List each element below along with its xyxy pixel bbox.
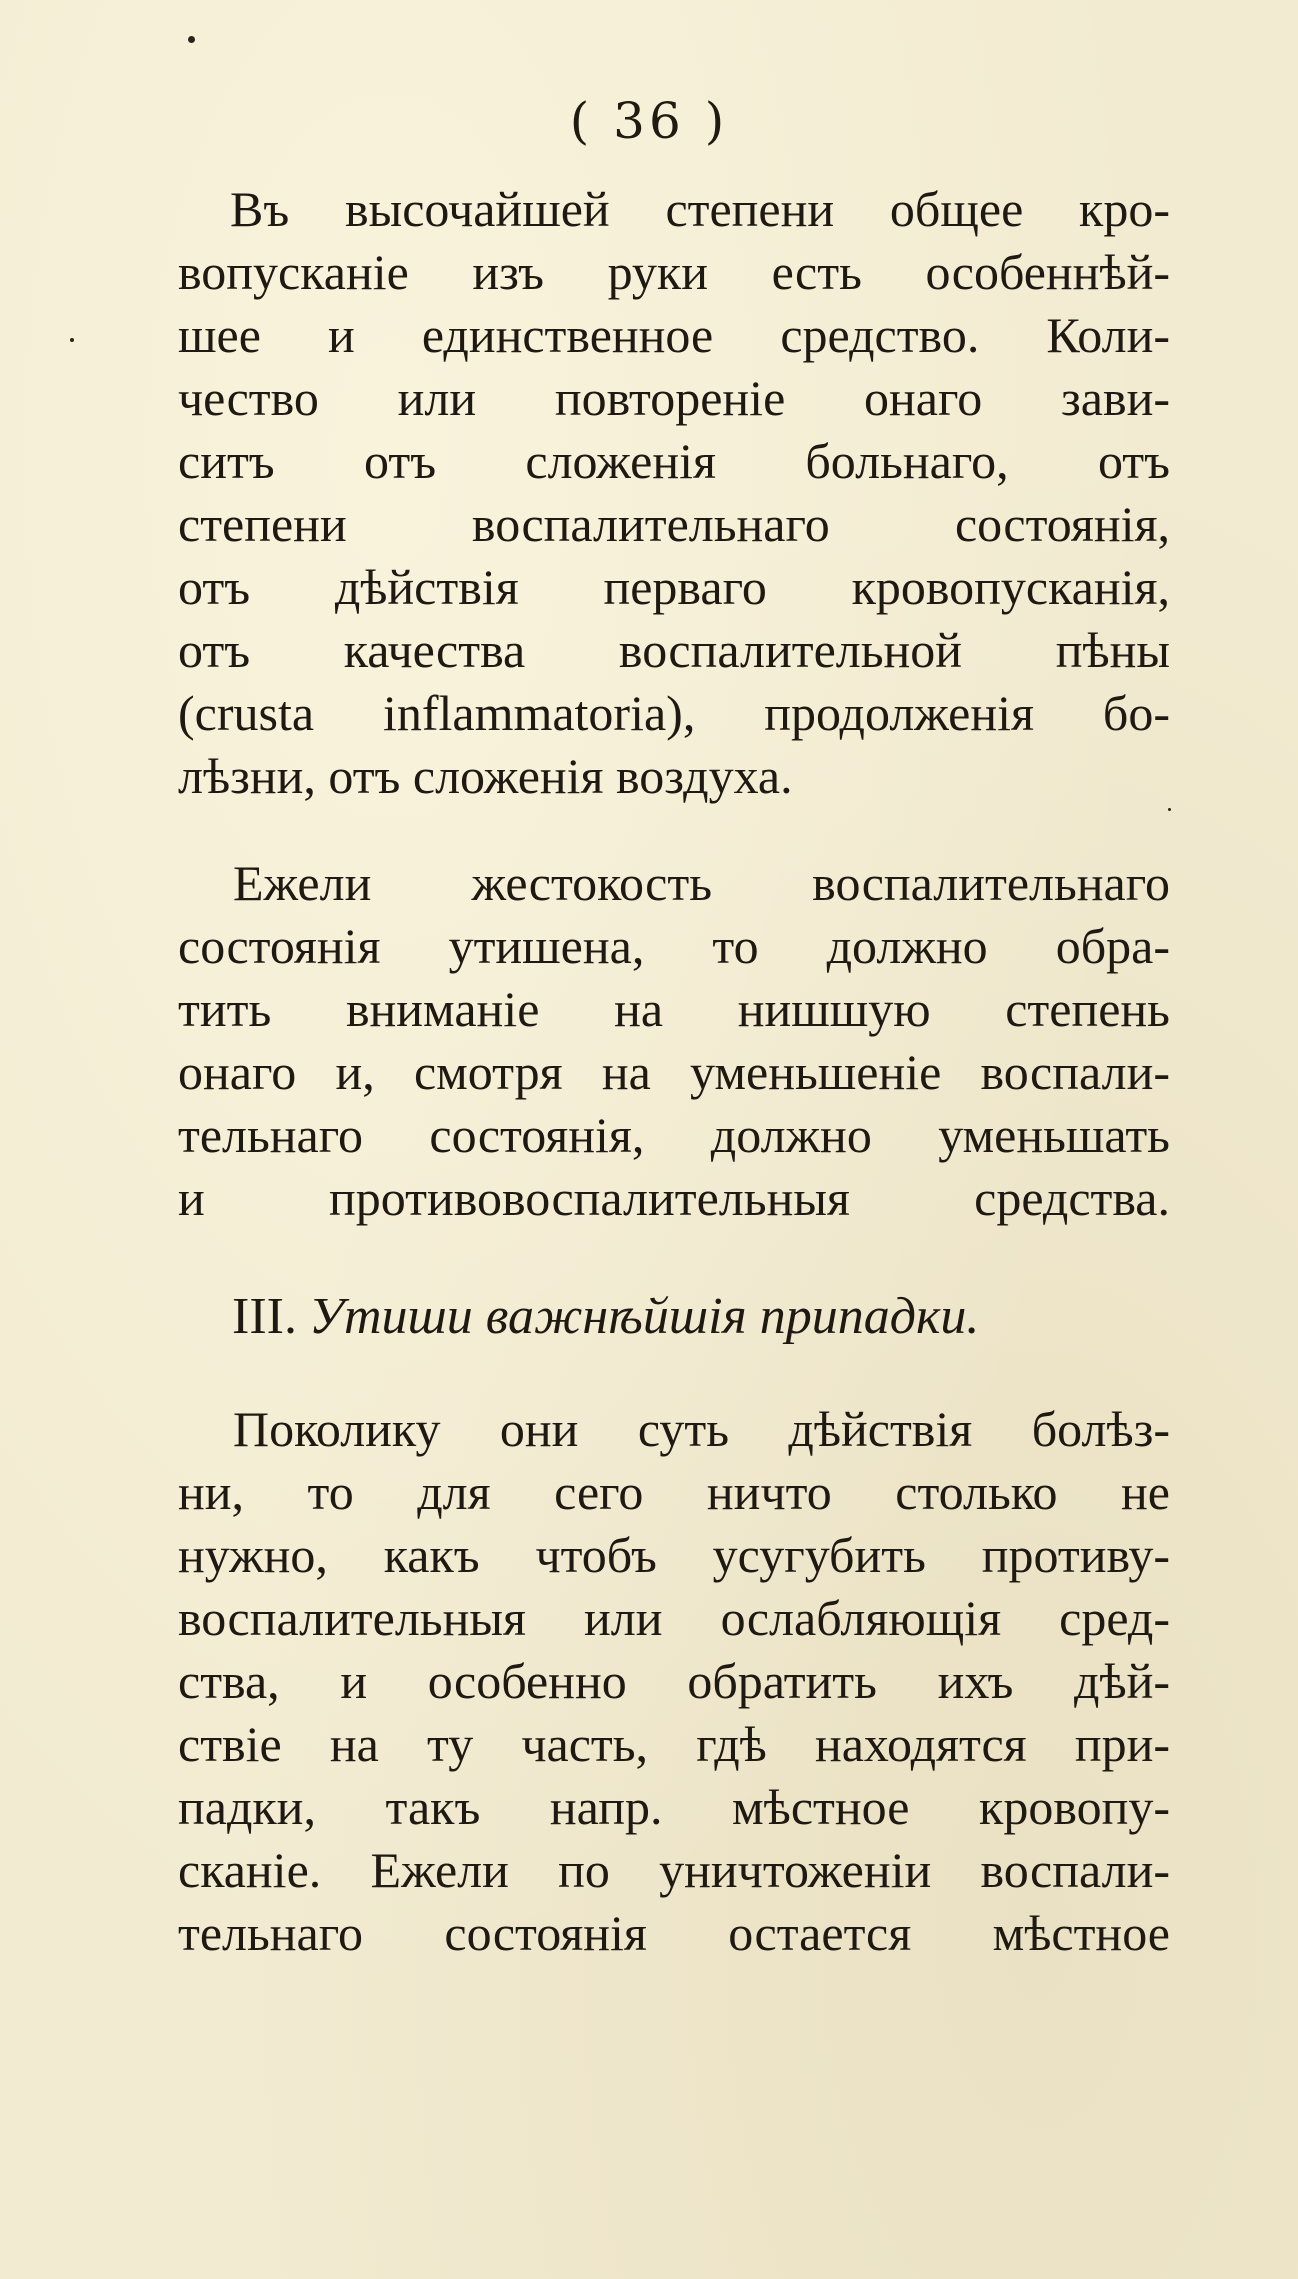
text-line: Ежели жестокость воспалительнаго	[233, 855, 1170, 911]
text-line: Въ высочайшей степени общее кро-	[230, 181, 1170, 237]
text-line: тельнаго состоянія, должно уменьшать	[178, 1107, 1170, 1163]
text-line: ствіе на ту часть, гдѣ находятся при-	[178, 1716, 1170, 1772]
text-line: сканіе. Ежели по уничтоженіи воспали-	[178, 1842, 1170, 1898]
text-line: вопусканіе изъ руки есть особеннѣй-	[178, 244, 1170, 300]
page-number: ( 36 )	[569, 92, 729, 150]
text-line: состоянія утишена, то должно обра-	[178, 918, 1170, 974]
text-line: ства, и особенно обратить ихъ дѣй-	[178, 1653, 1170, 1709]
ink-speck	[1168, 808, 1171, 811]
text-line: тить вниманіе на нишшую степень	[178, 981, 1170, 1037]
section-number: III.	[232, 1288, 297, 1345]
text-line: падки, такъ напр. мѣстное кровопу-	[178, 1779, 1170, 1835]
text-line: ни, то для сего ничто столько не	[178, 1464, 1170, 1520]
text-line: отъ дѣйствія перваго кровопусканія,	[178, 559, 1170, 615]
paragraph-2	[178, 852, 1170, 1230]
paragraph-1	[178, 178, 1170, 808]
section-title: Утиши важнѣйшія припадки.	[308, 1288, 980, 1345]
text-line: Поколику они суть дѣйствія болѣз-	[233, 1401, 1170, 1457]
section-heading	[232, 1282, 979, 1352]
text-line: шее и единственное средство. Коли-	[178, 307, 1170, 363]
text-line: нужно, какъ чтобъ усугубить противу-	[178, 1527, 1170, 1583]
text-line: лѣзни, отъ сложенія воздуха.	[178, 748, 793, 804]
text-line: онаго и, смотря на уменьшеніе воспали-	[178, 1044, 1170, 1100]
text-line: чество или повтореніе онаго зави-	[178, 370, 1170, 426]
paragraph-3	[178, 1398, 1170, 1965]
text-line: и противовоспалительныя средства.	[178, 1170, 1170, 1226]
text-line: тельнаго состоянія остается мѣстное	[178, 1905, 1170, 1961]
text-line: ситъ отъ сложенія больнаго, отъ	[178, 433, 1170, 489]
text-line: воспалительныя или ослабляющія сред-	[178, 1590, 1170, 1646]
text-line: (crusta inflammatoria), продолженія бо-	[178, 685, 1170, 741]
ink-speck	[188, 36, 195, 43]
ink-speck	[70, 338, 74, 342]
text-line: отъ качества воспалительной пѣны	[178, 622, 1170, 678]
text-line: степени воспалительнаго состоянія,	[178, 496, 1170, 552]
